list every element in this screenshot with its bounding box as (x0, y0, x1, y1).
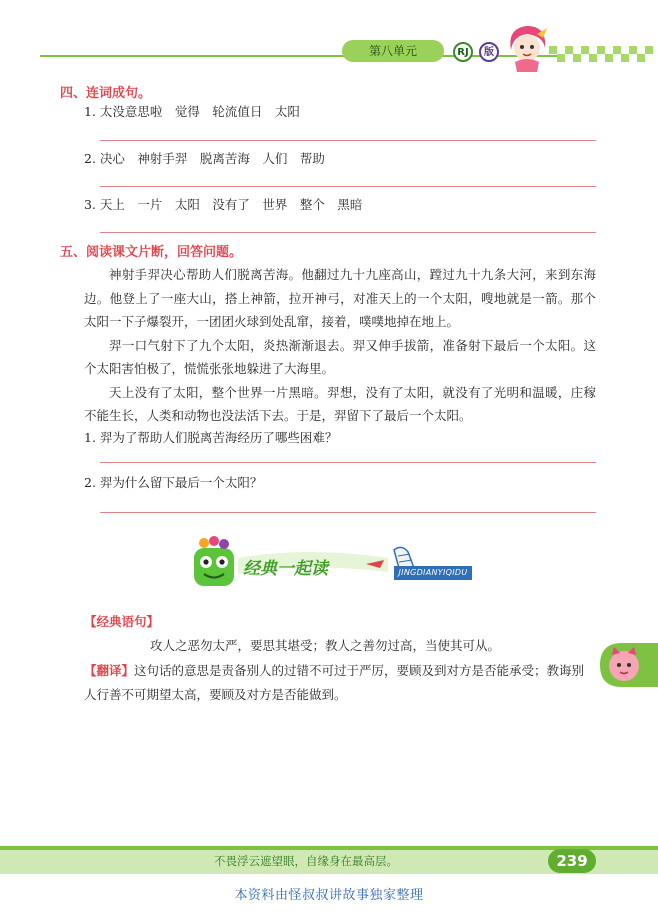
page-header (0, 0, 658, 78)
banner-pinyin: JINGDIANYIQIDU (394, 566, 472, 580)
credit-line: 本资料由怪叔叔讲故事独家整理 (234, 888, 424, 903)
answer-line-q2[interactable] (100, 512, 596, 513)
banner-title: 经典一起读 (243, 559, 328, 579)
page-number: 239 (548, 849, 596, 873)
section-5-heading: 五、阅读课文片断，回答问题。 (60, 245, 243, 260)
girl-mascot-icon (503, 20, 551, 72)
fox-mascot-tab-icon (600, 643, 658, 687)
answer-line-2[interactable] (100, 186, 596, 187)
checker-pattern-icon (549, 46, 658, 62)
translation-block (84, 659, 596, 707)
reorder-item-3: 3. 天上 一片 太阳 没有了 世界 整个 黑暗 (84, 197, 363, 212)
question-1: 1. 羿为了帮助人们脱离苦海经历了哪些困难？ (84, 430, 338, 445)
translation-label: 【翻译】 (84, 663, 135, 678)
classic-quote-label: 【经典语句】 (84, 614, 160, 629)
answer-line-1[interactable] (100, 140, 596, 141)
translation-text: 这句话的意思是责备别人的过错不可过于严厉，要顾及到对方是否能承受；教诲别人行善不可期望太高，要顾及对方是否能做到。 (84, 663, 585, 702)
passage-paragraph-2: 羿一口气射下了九个太阳，炎热渐渐退去。羿又伸手拔箭，准备射下最后一个太阳。这个太阳害怕极了，慌慌张张地躲进了大海里。 (84, 337, 596, 376)
reorder-item-2: 2. 决心 神射手羿 脱离苦海 人们 帮助 (84, 151, 325, 166)
rj-badge: RJ (453, 42, 473, 62)
reading-passage (84, 263, 596, 428)
answer-line-q1[interactable] (100, 462, 596, 463)
unit-label: 第八单元 (342, 40, 444, 62)
classic-quote-text: 攻人之恶勿太严，要思其堪受；教人之善勿过高，当使其可从。 (150, 638, 501, 653)
passage-paragraph-3: 天上没有了太阳，整个世界一片黑暗。羿想，没有了太阳，就没有了光明和温暖，庄稼不能生长，人类和动物也没法活下去。于是，羿留下了最后一个太阳。 (84, 384, 596, 423)
edition-badge: 版 (479, 42, 499, 62)
reading-banner-icon (188, 536, 478, 590)
footer-motto: 不畏浮云遮望眼，自缘身在最高层。 (214, 854, 398, 868)
passage-paragraph-1: 神射手羿决心帮助人们脱离苦海。他翻过九十九座高山，蹚过九十九条大河，来到东海边。他登上了一座大山，搭上神箭，拉开神弓，对准天上的一个太阳，嗖地就是一箭。那个太阳一下子爆裂开，一团团火球到处乱窜，接着，噗噗地掉在地上。 (84, 267, 596, 329)
answer-line-3[interactable] (100, 232, 596, 233)
question-2: 2. 羿为什么留下最后一个太阳？ (84, 475, 263, 490)
section-4-heading: 四、连词成句。 (60, 86, 152, 101)
reorder-item-1: 1. 太没意思啦 觉得 轮流值日 太阳 (84, 104, 300, 119)
